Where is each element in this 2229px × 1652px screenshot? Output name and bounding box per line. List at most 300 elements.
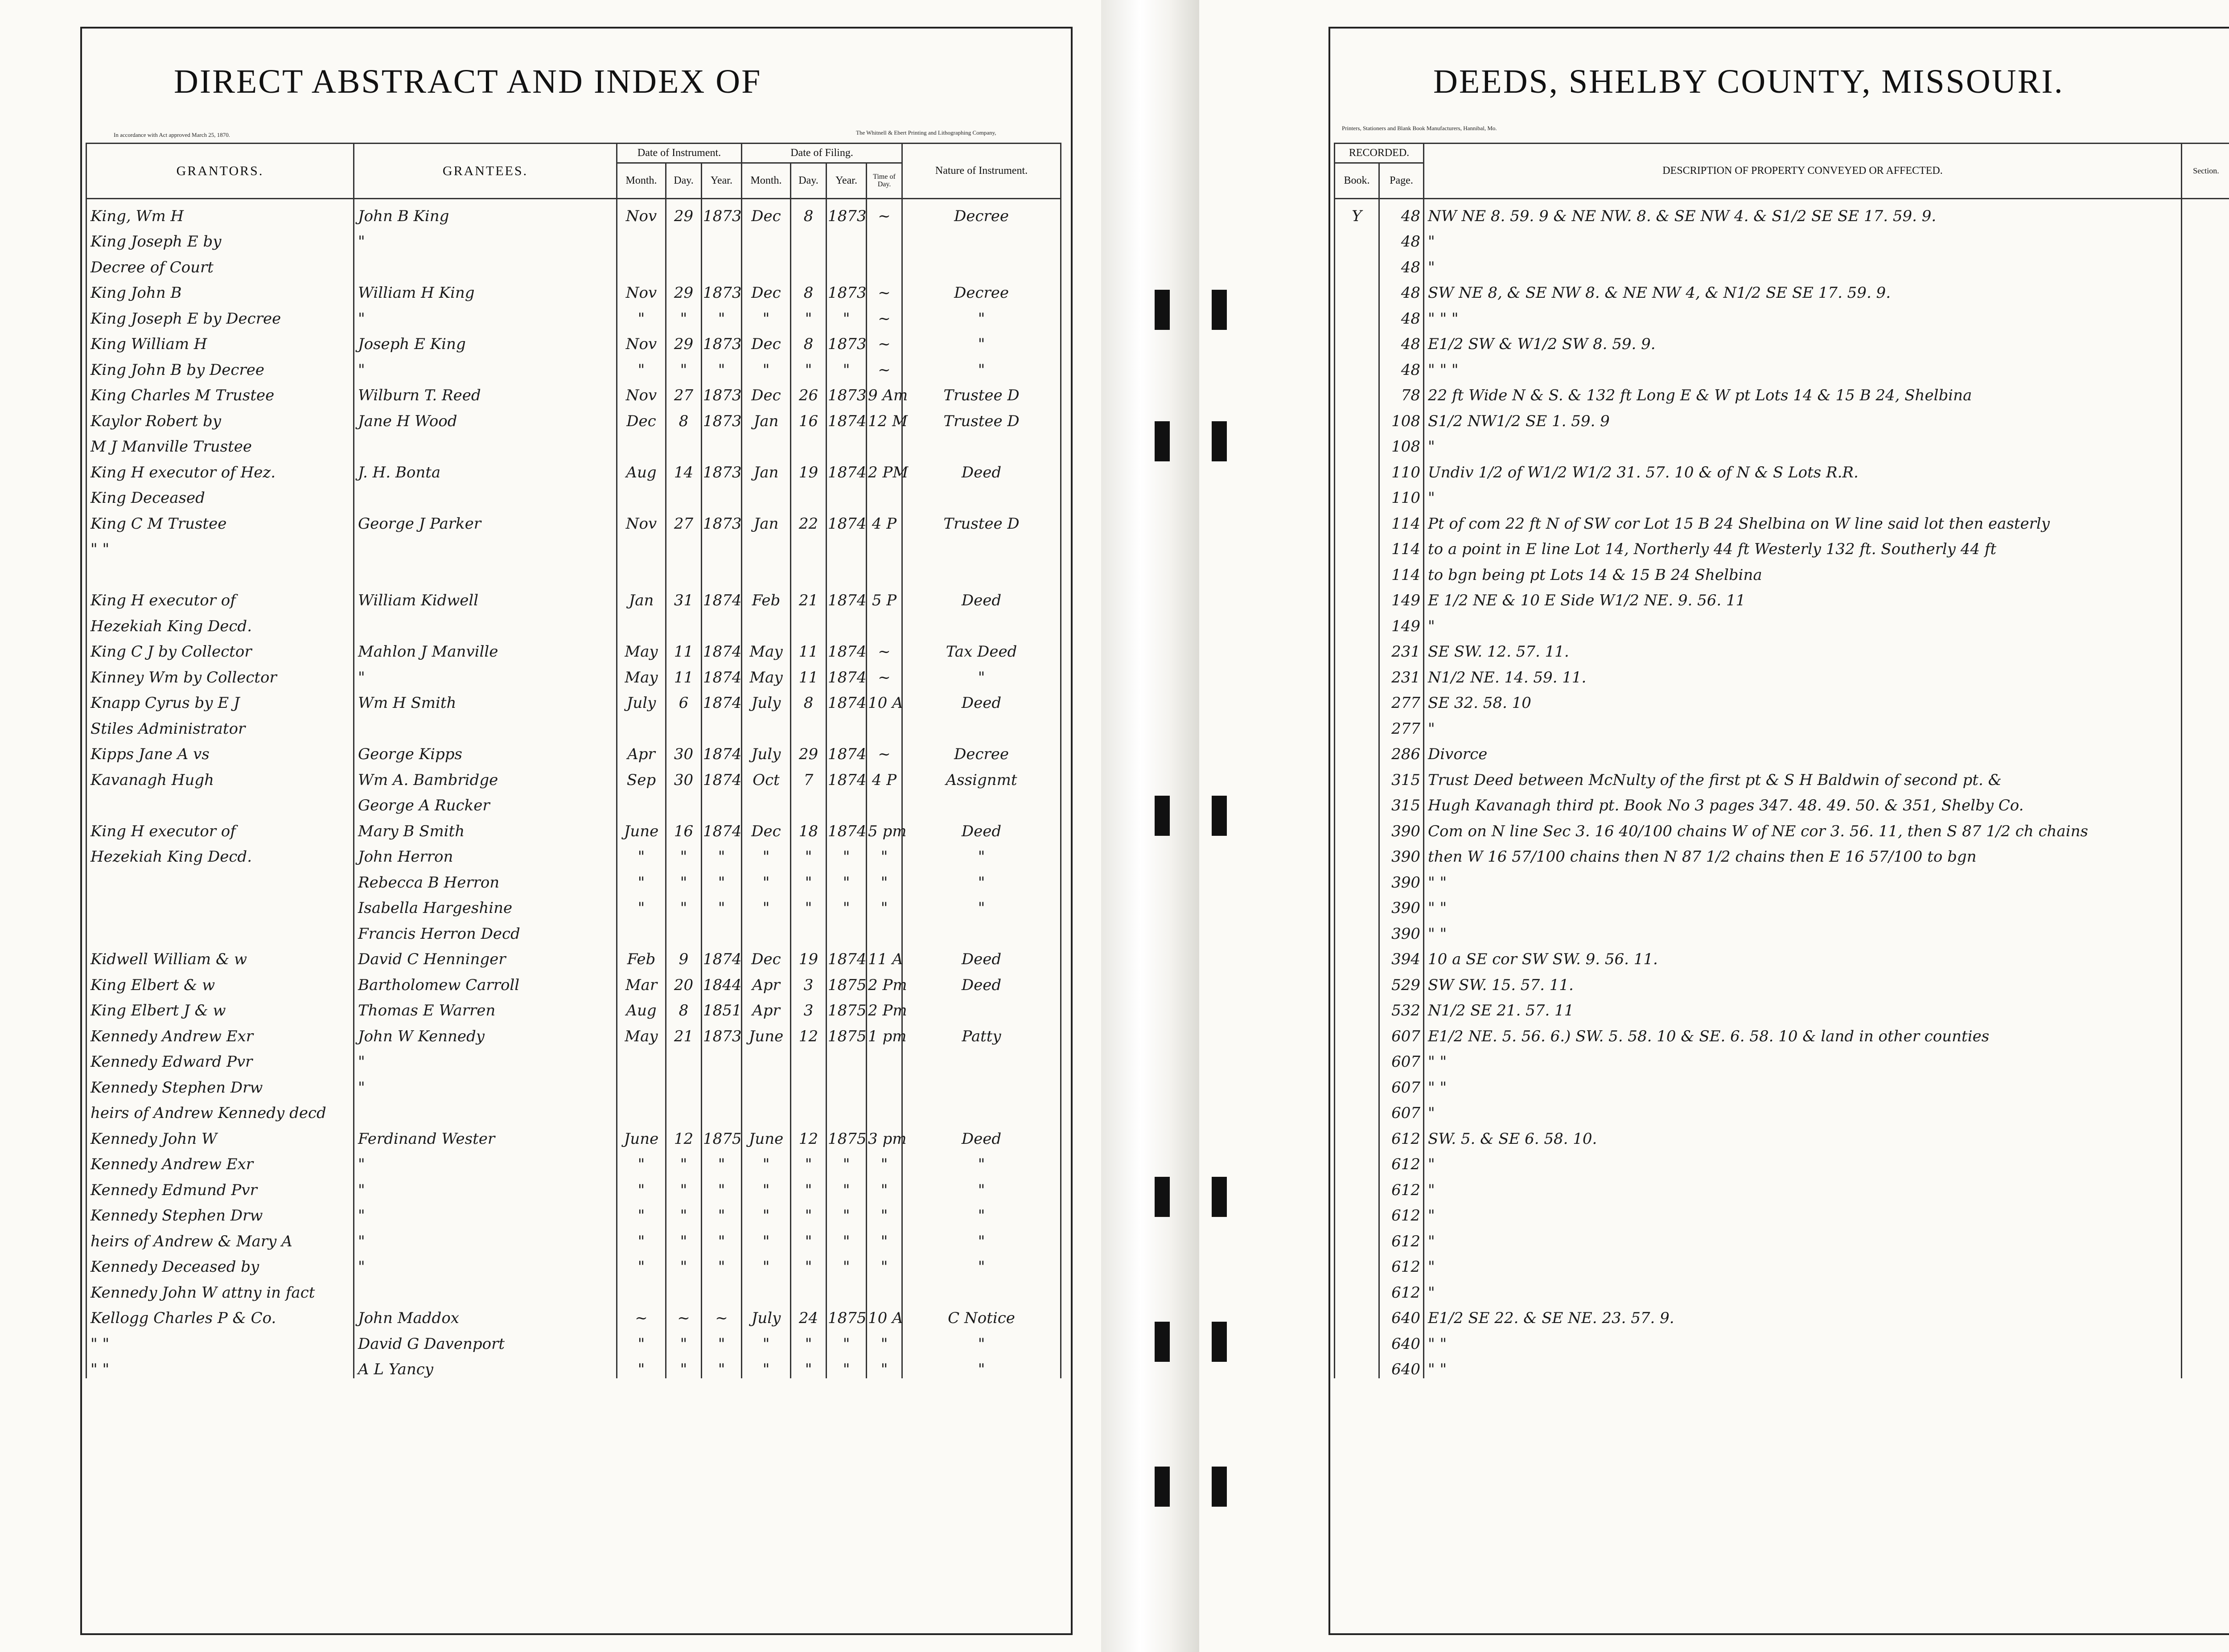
page-cell: 612 <box>1379 1199 1424 1225</box>
instrument-month-cell: " <box>617 1225 666 1250</box>
page-cell: 78 <box>1379 379 1424 405</box>
book-cell <box>1335 1019 1379 1045</box>
instrument-day-cell: 29 <box>666 276 702 302</box>
filing-day-cell <box>791 712 827 738</box>
filing-day-cell: 11 <box>791 635 827 661</box>
grantor-cell: Kennedy Andrew Exr <box>86 1148 354 1174</box>
instrument-year-cell <box>702 533 742 559</box>
instrument-day-cell: 11 <box>666 635 702 661</box>
table-row <box>86 635 1061 661</box>
filing-day-cell: 11 <box>791 661 827 686</box>
instrument-month-cell: Sep <box>617 763 666 789</box>
nature-cell: Deed <box>902 584 1061 610</box>
instrument-day-cell: 16 <box>666 814 702 840</box>
grantor-cell <box>86 892 354 917</box>
filing-year-cell: " <box>827 1173 867 1199</box>
table-row <box>1335 1071 2229 1097</box>
filing-day-cell: 29 <box>791 738 827 764</box>
right-page-title: DEEDS, SHELBY COUNTY, MISSOURI. <box>1433 63 2064 100</box>
col-header-grantees: GRANTEES. <box>354 144 617 199</box>
time-of-day-cell <box>867 917 902 943</box>
binding-hole <box>1155 796 1170 836</box>
instrument-month-cell: " <box>617 1250 666 1276</box>
instrument-day-cell: " <box>666 1225 702 1250</box>
nature-cell: Assignmt <box>902 763 1061 789</box>
instrument-month-cell: Aug <box>617 994 666 1020</box>
grantor-cell: heirs of Andrew Kennedy decd <box>86 1097 354 1122</box>
section-cell <box>2182 1071 2229 1097</box>
filing-month-cell <box>742 712 791 738</box>
instrument-month-cell: " <box>617 1199 666 1225</box>
description-cell: E1/2 SE 22. & SE NE. 23. 57. 9. <box>1424 1302 2182 1327</box>
filing-month-cell: July <box>742 738 791 764</box>
time-of-day-cell: 5 P <box>867 584 902 610</box>
filing-month-cell: " <box>742 353 791 379</box>
instrument-year-cell: 1874 <box>702 763 742 789</box>
filing-year-cell: " <box>827 353 867 379</box>
filing-day-cell <box>791 558 827 584</box>
grantee-cell: " <box>354 1045 617 1071</box>
filing-month-cell: May <box>742 661 791 686</box>
book-cell <box>1335 994 1379 1020</box>
filing-month-cell: July <box>742 686 791 712</box>
grantor-cell: King Elbert & w <box>86 968 354 994</box>
grantee-cell: Bartholomew Carroll <box>354 968 617 994</box>
section-cell <box>2182 328 2229 353</box>
section-cell <box>2182 507 2229 533</box>
instrument-month-cell <box>617 609 666 635</box>
table-row <box>1335 533 2229 559</box>
nature-cell <box>902 251 1061 276</box>
time-of-day-cell: ~ <box>867 661 902 686</box>
instrument-year-cell: 1844 <box>702 968 742 994</box>
filing-day-cell <box>791 430 827 456</box>
page-cell: 108 <box>1379 430 1424 456</box>
description-cell: " <box>1424 1250 2182 1276</box>
filing-month-cell <box>742 558 791 584</box>
instrument-day-cell: 21 <box>666 1019 702 1045</box>
instrument-day-cell: " <box>666 302 702 328</box>
filing-month-cell: July <box>742 1302 791 1327</box>
table-row <box>1335 1327 2229 1353</box>
book-cell <box>1335 302 1379 328</box>
table-row <box>86 558 1061 584</box>
instrument-day-cell: 11 <box>666 661 702 686</box>
page-cell: 612 <box>1379 1173 1424 1199</box>
page-cell: 48 <box>1379 276 1424 302</box>
page-cell: 390 <box>1379 917 1424 943</box>
instrument-month-cell: ~ <box>617 1302 666 1327</box>
nature-cell <box>902 609 1061 635</box>
filing-month-cell <box>742 609 791 635</box>
filing-month-cell: " <box>742 1327 791 1353</box>
filing-year-cell: 1875 <box>827 994 867 1020</box>
time-of-day-cell <box>867 712 902 738</box>
instrument-year-cell: 1874 <box>702 661 742 686</box>
table-row <box>86 994 1061 1020</box>
filing-day-cell: " <box>791 1353 827 1379</box>
grantor-cell: King John B <box>86 276 354 302</box>
instrument-month-cell <box>617 430 666 456</box>
grantee-cell <box>354 251 617 276</box>
book-cell <box>1335 456 1379 481</box>
right-ledger-page <box>1199 0 2229 1652</box>
grantee-cell: Jane H Wood <box>354 404 617 430</box>
grantor-cell <box>86 789 354 815</box>
filing-year-cell: 1873 <box>827 276 867 302</box>
filing-year-cell: 1874 <box>827 763 867 789</box>
section-cell <box>2182 789 2229 815</box>
book-cell <box>1335 1071 1379 1097</box>
filing-month-cell: " <box>742 1225 791 1250</box>
description-cell: " <box>1424 609 2182 635</box>
filing-year-cell: 1874 <box>827 584 867 610</box>
grantor-cell: Kellogg Charles P & Co. <box>86 1302 354 1327</box>
filing-year-cell: 1875 <box>827 1122 867 1148</box>
nature-cell: Trustee D <box>902 379 1061 405</box>
section-cell <box>2182 481 2229 507</box>
filing-day-cell: 22 <box>791 507 827 533</box>
book-cell <box>1335 1353 1379 1379</box>
filing-day-cell <box>791 481 827 507</box>
filing-month-cell: " <box>742 1353 791 1379</box>
instrument-year-cell: " <box>702 1353 742 1379</box>
instrument-year-cell <box>702 609 742 635</box>
table-row <box>86 225 1061 251</box>
table-row <box>86 814 1061 840</box>
book-cell <box>1335 1225 1379 1250</box>
filing-year-cell: 1873 <box>827 379 867 405</box>
instrument-year-cell: 1873 <box>702 199 742 225</box>
table-row <box>1335 1225 2229 1250</box>
book-cell <box>1335 814 1379 840</box>
col-header-recorded: RECORDED. <box>1335 144 1424 163</box>
table-row <box>86 1302 1061 1327</box>
table-row <box>86 1045 1061 1071</box>
filing-day-cell: " <box>791 866 827 892</box>
grantor-cell: King, Wm H <box>86 199 354 225</box>
book-cell <box>1335 1250 1379 1276</box>
table-row <box>1335 994 2229 1020</box>
table-row <box>1335 1302 2229 1327</box>
grantee-cell: " <box>354 1225 617 1250</box>
grantee-cell: Joseph E King <box>354 328 617 353</box>
section-cell <box>2182 1199 2229 1225</box>
filing-day-cell <box>791 1097 827 1122</box>
page-cell: 48 <box>1379 199 1424 225</box>
page-cell: 315 <box>1379 789 1424 815</box>
time-of-day-cell: " <box>867 866 902 892</box>
time-of-day-cell: 3 pm <box>867 1122 902 1148</box>
binding-hole <box>1155 1467 1170 1507</box>
filing-year-cell: 1874 <box>827 456 867 481</box>
grantor-cell: " " <box>86 1327 354 1353</box>
filing-day-cell: 3 <box>791 968 827 994</box>
instrument-month-cell: " <box>617 892 666 917</box>
time-of-day-cell: " <box>867 892 902 917</box>
grantor-cell: Kennedy Edmund Pvr <box>86 1173 354 1199</box>
instrument-day-cell: 29 <box>666 328 702 353</box>
description-cell: " " <box>1424 892 2182 917</box>
grantor-cell: Kavanagh Hugh <box>86 763 354 789</box>
table-row <box>1335 892 2229 917</box>
grantee-cell: " <box>354 1199 617 1225</box>
table-row <box>86 276 1061 302</box>
filing-month-cell: Apr <box>742 994 791 1020</box>
nature-cell: Tax Deed <box>902 635 1061 661</box>
description-cell: E 1/2 NE & 10 E Side W1/2 NE. 9. 56. 11 <box>1424 584 2182 610</box>
description-cell: N1/2 SE 21. 57. 11 <box>1424 994 2182 1020</box>
nature-cell: " <box>902 866 1061 892</box>
grantor-cell: Kennedy John W attny in fact <box>86 1276 354 1302</box>
table-row <box>86 456 1061 481</box>
section-cell <box>2182 1302 2229 1327</box>
description-cell: " <box>1424 1199 2182 1225</box>
filing-day-cell <box>791 917 827 943</box>
instrument-month-cell <box>617 533 666 559</box>
book-cell <box>1335 276 1379 302</box>
instrument-year-cell: " <box>702 1173 742 1199</box>
filing-year-cell <box>827 1097 867 1122</box>
filing-year-cell: " <box>827 1199 867 1225</box>
section-cell <box>2182 1353 2229 1379</box>
instrument-day-cell <box>666 917 702 943</box>
instrument-day-cell <box>666 430 702 456</box>
grantee-cell: Wm A. Bambridge <box>354 763 617 789</box>
nature-cell: " <box>902 1353 1061 1379</box>
page-cell: 612 <box>1379 1225 1424 1250</box>
page-cell: 607 <box>1379 1019 1424 1045</box>
instrument-day-cell <box>666 225 702 251</box>
nature-cell <box>902 481 1061 507</box>
time-of-day-cell: 10 A <box>867 686 902 712</box>
filing-day-cell <box>791 1276 827 1302</box>
table-row <box>1335 814 2229 840</box>
table-row <box>1335 481 2229 507</box>
grantee-cell <box>354 1276 617 1302</box>
instrument-year-cell: " <box>702 892 742 917</box>
filing-month-cell <box>742 481 791 507</box>
book-cell <box>1335 1199 1379 1225</box>
book-cell <box>1335 251 1379 276</box>
grantee-cell: Mahlon J Manville <box>354 635 617 661</box>
filing-year-cell: " <box>827 866 867 892</box>
filing-month-cell <box>742 1097 791 1122</box>
grantor-cell: Hezekiah King Decd. <box>86 840 354 866</box>
filing-month-cell: " <box>742 1173 791 1199</box>
table-row <box>86 584 1061 610</box>
filing-day-cell <box>791 251 827 276</box>
time-of-day-cell: ~ <box>867 328 902 353</box>
instrument-day-cell: " <box>666 892 702 917</box>
instrument-day-cell <box>666 1097 702 1122</box>
filing-day-cell: 12 <box>791 1019 827 1045</box>
section-cell <box>2182 302 2229 328</box>
filing-month-cell: June <box>742 1122 791 1148</box>
filing-year-cell: " <box>827 1353 867 1379</box>
instrument-month-cell: Nov <box>617 507 666 533</box>
instrument-month-cell: Nov <box>617 199 666 225</box>
instrument-day-cell: 20 <box>666 968 702 994</box>
page-cell: 640 <box>1379 1353 1424 1379</box>
table-row <box>86 1250 1061 1276</box>
instrument-month-cell: Dec <box>617 404 666 430</box>
table-row <box>1335 943 2229 969</box>
filing-month-cell: " <box>742 1148 791 1174</box>
page-cell: 612 <box>1379 1276 1424 1302</box>
table-row <box>1335 1019 2229 1045</box>
book-cell <box>1335 968 1379 994</box>
filing-month-cell: Jan <box>742 456 791 481</box>
filing-year-cell: 1873 <box>827 199 867 225</box>
filing-year-cell: 1874 <box>827 507 867 533</box>
grantor-cell: King Elbert J & w <box>86 994 354 1020</box>
instrument-year-cell: 1873 <box>702 404 742 430</box>
nature-cell <box>902 1097 1061 1122</box>
filing-month-cell: " <box>742 1250 791 1276</box>
filing-month-cell <box>742 1276 791 1302</box>
instrument-month-cell: " <box>617 1327 666 1353</box>
description-cell: Trust Deed between McNulty of the first pt & S H Baldwin of second pt. & <box>1424 763 2182 789</box>
table-row <box>1335 404 2229 430</box>
right-ledger-table <box>1334 143 2229 1378</box>
left-ledger-table <box>86 143 1061 1378</box>
section-cell <box>2182 866 2229 892</box>
filing-year-cell: " <box>827 1225 867 1250</box>
grantee-cell: John Maddox <box>354 1302 617 1327</box>
grantee-cell <box>354 712 617 738</box>
filing-day-cell: 8 <box>791 328 827 353</box>
section-cell <box>2182 1327 2229 1353</box>
section-cell <box>2182 892 2229 917</box>
instrument-month-cell <box>617 1045 666 1071</box>
grantor-cell: King Charles M Trustee <box>86 379 354 405</box>
nature-cell <box>902 1071 1061 1097</box>
table-row <box>1335 1276 2229 1302</box>
time-of-day-cell: " <box>867 1250 902 1276</box>
instrument-month-cell <box>617 712 666 738</box>
nature-cell: Decree <box>902 738 1061 764</box>
nature-cell: Decree <box>902 199 1061 225</box>
page-cell: 48 <box>1379 328 1424 353</box>
nature-cell: " <box>902 1225 1061 1250</box>
section-cell <box>2182 558 2229 584</box>
page-cell: 48 <box>1379 251 1424 276</box>
section-cell <box>2182 1250 2229 1276</box>
filing-year-cell <box>827 558 867 584</box>
nature-cell: Deed <box>902 943 1061 969</box>
book-cell <box>1335 763 1379 789</box>
filing-month-cell <box>742 251 791 276</box>
printer-note-right: Printers, Stationers and Blank Book Manufacturers, Hannibal, Mo. <box>1342 125 1497 132</box>
instrument-day-cell: 30 <box>666 738 702 764</box>
filing-day-cell: " <box>791 302 827 328</box>
time-of-day-cell <box>867 533 902 559</box>
time-of-day-cell: 11 A <box>867 943 902 969</box>
time-of-day-cell: 5 pm <box>867 814 902 840</box>
filing-year-cell <box>827 225 867 251</box>
filing-year-cell: " <box>827 1250 867 1276</box>
instrument-day-cell: " <box>666 840 702 866</box>
section-cell <box>2182 1148 2229 1174</box>
book-cell <box>1335 943 1379 969</box>
nature-cell: " <box>902 353 1061 379</box>
description-cell: " " <box>1424 1327 2182 1353</box>
description-cell: E1/2 SW & W1/2 SW 8. 59. 9. <box>1424 328 2182 353</box>
book-cell <box>1335 430 1379 456</box>
page-cell: 390 <box>1379 840 1424 866</box>
section-cell <box>2182 1276 2229 1302</box>
table-row <box>86 1173 1061 1199</box>
description-cell: " <box>1424 430 2182 456</box>
description-cell: 10 a SE cor SW SW. 9. 56. 11. <box>1424 943 2182 969</box>
filing-month-cell: " <box>742 1199 791 1225</box>
table-row <box>86 1122 1061 1148</box>
time-of-day-cell: 10 A <box>867 1302 902 1327</box>
instrument-month-cell: Nov <box>617 328 666 353</box>
instrument-year-cell <box>702 712 742 738</box>
instrument-month-cell: June <box>617 814 666 840</box>
table-row <box>1335 763 2229 789</box>
description-cell: then W 16 57/100 chains then N 87 1/2 chains then E 16 57/100 to bgn <box>1424 840 2182 866</box>
col-header-book: Book. <box>1335 163 1379 199</box>
instrument-year-cell: 1875 <box>702 1122 742 1148</box>
nature-cell: " <box>902 328 1061 353</box>
grantor-cell: Kennedy Deceased by <box>86 1250 354 1276</box>
grantee-cell: John B King <box>354 199 617 225</box>
page-cell: 149 <box>1379 609 1424 635</box>
grantor-cell: King H executor of <box>86 814 354 840</box>
filing-month-cell: Jan <box>742 507 791 533</box>
binding-hole <box>1212 1467 1227 1507</box>
table-row <box>86 1148 1061 1174</box>
col-header-page: Page. <box>1379 163 1424 199</box>
filing-day-cell: 19 <box>791 456 827 481</box>
instrument-year-cell: 1873 <box>702 328 742 353</box>
table-row <box>86 379 1061 405</box>
table-row <box>1335 353 2229 379</box>
table-row <box>1335 379 2229 405</box>
page-cell: 394 <box>1379 943 1424 969</box>
table-row <box>86 917 1061 943</box>
instrument-day-cell: 29 <box>666 199 702 225</box>
book-cell <box>1335 225 1379 251</box>
filing-month-cell: Dec <box>742 199 791 225</box>
table-row <box>86 1097 1061 1122</box>
filing-month-cell: " <box>742 302 791 328</box>
filing-month-cell <box>742 533 791 559</box>
filing-year-cell <box>827 789 867 815</box>
page-cell: 612 <box>1379 1148 1424 1174</box>
nature-cell: " <box>902 302 1061 328</box>
section-cell <box>2182 1122 2229 1148</box>
time-of-day-cell: 2 PM <box>867 456 902 481</box>
printer-note-left: The Whitnell & Ebert Printing and Lithographing Company, <box>856 129 996 136</box>
table-row <box>86 251 1061 276</box>
grantor-cell <box>86 558 354 584</box>
table-row <box>86 430 1061 456</box>
filing-year-cell: 1875 <box>827 1019 867 1045</box>
section-cell <box>2182 1173 2229 1199</box>
filing-year-cell: " <box>827 302 867 328</box>
instrument-month-cell: " <box>617 1173 666 1199</box>
instrument-month-cell: " <box>617 302 666 328</box>
nature-cell <box>902 1045 1061 1071</box>
instrument-month-cell: Nov <box>617 276 666 302</box>
filing-day-cell: 3 <box>791 994 827 1020</box>
instrument-year-cell: 1873 <box>702 276 742 302</box>
instrument-month-cell: Feb <box>617 943 666 969</box>
